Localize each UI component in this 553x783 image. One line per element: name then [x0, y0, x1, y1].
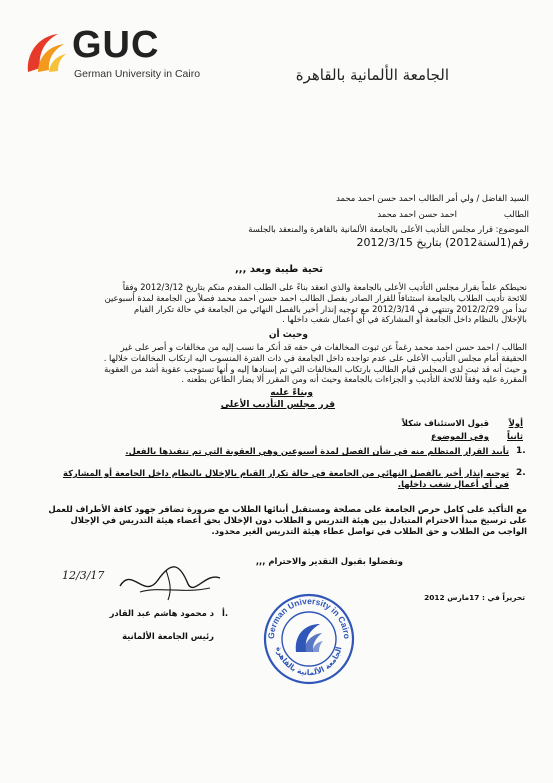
paragraph-line: الطالب / احمد حسن احمد محمد رغماً عن ثبوت المخالفات في حقه قد أنكر ما نسب إليه من مخالفات و أصر على غير — [120, 342, 527, 352]
paragraph-findings — [22, 342, 527, 385]
closing-salutation: وتفضلوا بقبول التقدير والاحترام ,,, — [255, 556, 403, 566]
svg-text:German University in Cairo: German University in Cairo — [265, 595, 353, 640]
president-name: د محمود هاشم عبد القادر — [109, 608, 214, 618]
decision-number: رقم(1لسنة2012) بتاريخ 2012/3/15 — [356, 236, 529, 249]
prof-prefix: أ. — [222, 608, 229, 618]
item1-text: تأييد القرار المتظلم منه في شأن الفصل لمدة أسبوعين وهي العقوبة التي تم تنفيذها بالفعل. — [125, 446, 509, 456]
council-decided-heading: قرر مجلس التأديب الأعلى — [220, 400, 335, 410]
accordingly-heading: وبناءً عليه — [270, 388, 313, 398]
president-title: رئيس الجامعة الألمانية — [122, 631, 214, 641]
handwritten-signature-icon — [110, 556, 240, 606]
student-label: الطالب — [503, 209, 529, 219]
greeting: تحية طيبة وبعد ,,, — [235, 264, 323, 275]
recipient-line: السيد الفاضل / ولي أمر الطالب احمد حسن احمد محمد — [336, 193, 529, 203]
student-name: احمد حسن احمد محمد — [377, 209, 457, 219]
paragraph-line: بالإخلال بالنظام داخل الجامعة أو المشاركة في أي أعمال شغب داخلها . — [282, 314, 527, 325]
item2-line: في أي أعمال شغب داخلها. — [397, 478, 509, 489]
stamp-seal-icon — [262, 592, 356, 686]
item2-number: 2. — [516, 468, 526, 478]
paragraph-line: و حيث أنه قد ثبت لدى المجلس قيام الطالب بارتكاب المخالفات التي تم إسنادها إليه و أنها تستوجب عقوبة أشد من العقوبة — [104, 363, 527, 374]
first-number: أولاً — [508, 418, 523, 428]
item2-line: توجيه إنذار أخير بالفصل النهائي من الجامعة في حالة تكرار القيام بالإخلال بالنظام داخل الجامعة أو المشاركة — [62, 468, 509, 478]
whereas-heading: وحيث أن — [268, 330, 308, 340]
first-decision: قبول الاستئناف شكلاً — [401, 418, 489, 428]
item2-text — [19, 468, 509, 490]
paragraph-line: الواجب من الطلاب و حق الطلاب في تواصل عطاء هيئة التدريس الغير محدود. — [211, 525, 527, 536]
paragraph-line: مع التأكيد على كامل حرص الجامعة على مصلحة ومستقبل أبنائها الطلاب مع ضرورة تضافر جهود كافة الأطراف للعمل — [48, 504, 527, 514]
logo-text: GUC — [72, 24, 160, 66]
issue-date: تحريراً في : 17مارس 2012 — [424, 593, 525, 602]
second-decision: وفي الموضوع — [430, 431, 489, 441]
university-name-arabic: الجامعة الألمانية بالقاهرة — [295, 66, 449, 84]
paragraph-closing — [22, 504, 527, 536]
handwritten-date: 12/3/17 — [62, 569, 105, 582]
svg-text:الجامعة الألمانية بالقاهرة: الجامعة الألمانية بالقاهرة — [274, 645, 344, 678]
paragraph-line: للائحة تأديب الطلاب بالجامعة استئنافاً للقرار الصادر بفصل الطالب احمد حسن احمد محمد فصلاً من الجامعة لمدة أسبوعين — [104, 292, 527, 303]
paragraph-line: تبدأ من 2012/2/29 وتنتهي في 2012/3/14 مع توجيه إنذار أخير بالفصل النهائي من الجامعة في حالة تكرار القيام — [134, 303, 527, 314]
paragraph-line: الحقيقة أمام مجلس التأديب الأعلى على عدم تواجده داخل الجامعة في ذات الفترة المنسوب اليه ارتكاب المخالفات خلالها . — [103, 352, 527, 363]
subject-line: الموضوع: قرار مجلس التأديب الأعلى بالجامعة الألمانية بالقاهرة والمنعقد بالجلسة — [248, 224, 529, 234]
logo-subtitle: German University in Cairo — [74, 68, 201, 80]
paragraph-line: نحيطكم علماً بقرار مجلس التأديب الأعلى بالجامعة والذي انعقد بناءً على الطلب المقدم منكم بتاريخ 2012/3/12 وفقاً — [122, 282, 527, 292]
paragraph-line: المقررة عليه وفقاً للائحة التأديب و الجزاءات بالجامعة وحيث أنه ومن المقرر ألا يضار الطاعن بطعنه . — [181, 374, 527, 385]
second-number: ثانياً — [507, 431, 523, 441]
university-stamp — [262, 592, 356, 686]
item1-number: 1. — [516, 446, 526, 456]
paragraph-line: على ترسيخ مبدأ الاحترام المتبادل بين هيئة التدريس و الطلاب دون الإخلال بحق أعضاء هيئة التدريس في الإجلال — [70, 514, 527, 525]
paragraph-intro — [22, 282, 527, 325]
university-logo — [22, 24, 222, 82]
